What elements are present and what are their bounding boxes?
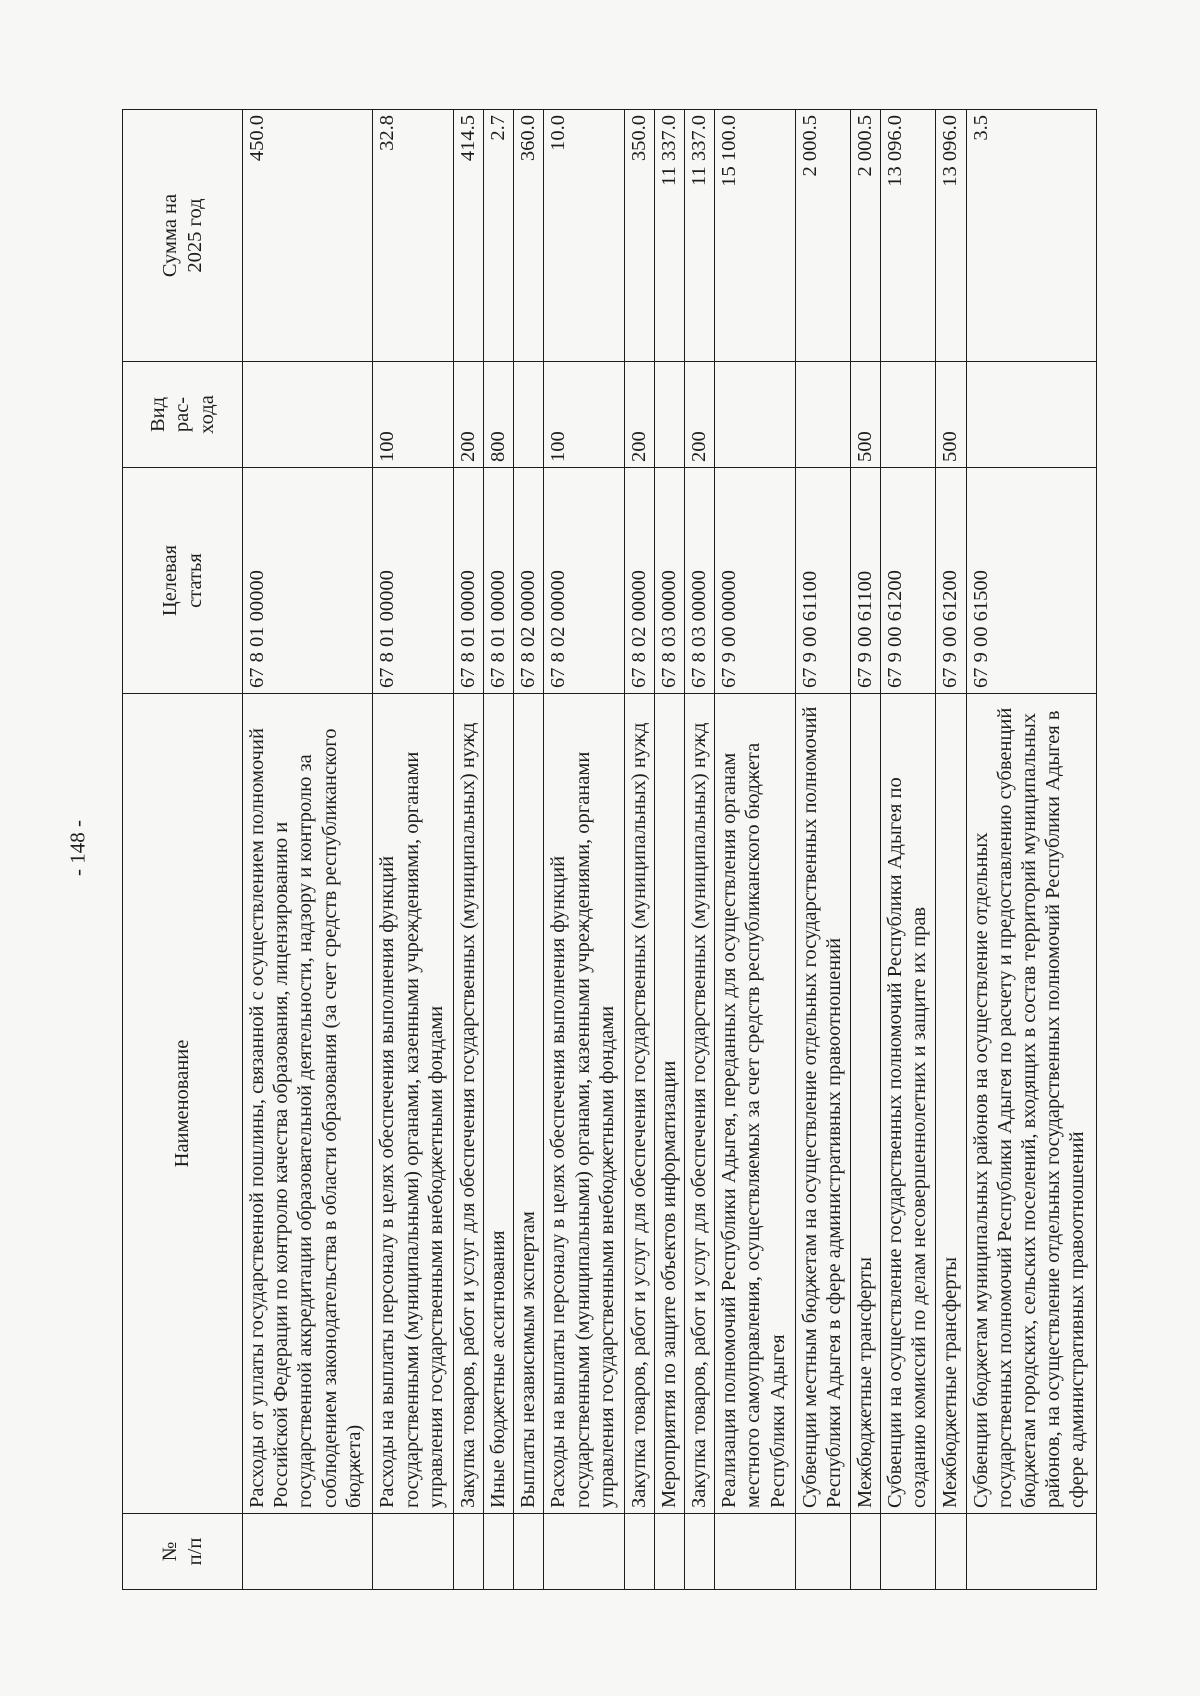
cell-sum: 13 096.0 — [936, 110, 966, 362]
cell-num — [715, 1514, 795, 1590]
cell-name: Закупка товаров, работ и услуг для обеспечения государственных (муниципальных) нужд — [624, 694, 654, 1514]
cell-name: Субвенции на осуществление государственных полномочий Республики Адыгея по созданию комиссий по делам несовершеннолетних и защите их прав — [881, 694, 936, 1514]
cell-code: 67 8 02 00000 — [514, 468, 544, 694]
page-number: - 148 - — [65, 820, 90, 876]
budget-table-frame — [122, 110, 1097, 1590]
cell-name: Расходы на выплаты персоналу в целях обеспечения выполнения функций государственными (муниципальными) органами, казенными учреждениями, органами управления государственными внебюджетными фондами — [544, 694, 624, 1514]
cell-sum: 15 100.0 — [715, 110, 795, 362]
cell-vid: 500 — [850, 362, 880, 468]
cell-sum: 32.8 — [373, 110, 453, 362]
header-vid: Вид рас- хода — [123, 362, 243, 468]
cell-vid — [243, 362, 373, 468]
budget-table — [122, 109, 1097, 1590]
table-header-row — [123, 110, 243, 1590]
cell-sum: 11 337.0 — [654, 110, 684, 362]
table-row — [544, 110, 624, 1590]
cell-vid — [514, 362, 544, 468]
cell-vid — [654, 362, 684, 468]
cell-code: 67 9 00 61100 — [795, 468, 850, 694]
header-code: Целевая статья — [123, 468, 243, 694]
cell-sum: 360.0 — [514, 110, 544, 362]
table-row — [936, 110, 966, 1590]
cell-code: 67 8 03 00000 — [654, 468, 684, 694]
cell-vid: 100 — [544, 362, 624, 468]
cell-name: Межбюджетные трансферты — [850, 694, 880, 1514]
cell-sum: 2.7 — [483, 110, 513, 362]
cell-num — [483, 1514, 513, 1590]
header-sum: Сумма на 2025 год — [123, 110, 243, 362]
cell-code: 67 8 01 00000 — [373, 468, 453, 694]
table-row — [685, 110, 715, 1590]
header-num: № п/п — [123, 1514, 243, 1590]
header-name: Наименование — [123, 694, 243, 1514]
cell-name: Межбюджетные трансферты — [936, 694, 966, 1514]
cell-code: 67 9 00 61200 — [936, 468, 966, 694]
table-row — [881, 110, 936, 1590]
cell-vid: 200 — [453, 362, 483, 468]
cell-code: 67 9 00 61100 — [850, 468, 880, 694]
cell-sum: 450.0 — [243, 110, 373, 362]
cell-name: Реализация полномочий Республики Адыгея, переданных для осуществления органам местного самоуправления, осуществляемых за счет средств республиканского бюджета Республики Адыгея — [715, 694, 795, 1514]
cell-sum: 2 000.5 — [795, 110, 850, 362]
cell-name: Расходы на выплаты персоналу в целях обеспечения выполнения функций государственными (муниципальными) органами, казенными учреждениями, органами управления государственными внебюджетными фондами — [373, 694, 453, 1514]
cell-vid: 800 — [483, 362, 513, 468]
cell-num — [624, 1514, 654, 1590]
cell-sum: 350.0 — [624, 110, 654, 362]
cell-num — [881, 1514, 936, 1590]
cell-sum: 10.0 — [544, 110, 624, 362]
cell-code: 67 8 02 00000 — [544, 468, 624, 694]
cell-vid: 200 — [685, 362, 715, 468]
table-row — [795, 110, 850, 1590]
cell-num — [654, 1514, 684, 1590]
cell-code: 67 9 00 00000 — [715, 468, 795, 694]
cell-name: Расходы от уплаты государственной пошлины, связанной с осуществлением полномочий Российской Федерации по контролю качества образования, лицензированию и государственной аккредитации образовательной деятельности, надзору и контролю за соблюдением законодательства в области образования (за счет средств республиканского бюджета) — [243, 694, 373, 1514]
table-row — [483, 110, 513, 1590]
table-row — [514, 110, 544, 1590]
table-row — [453, 110, 483, 1590]
cell-code: 67 8 01 00000 — [243, 468, 373, 694]
cell-num — [795, 1514, 850, 1590]
cell-num — [373, 1514, 453, 1590]
cell-name: Иные бюджетные ассигнования — [483, 694, 513, 1514]
table-row — [373, 110, 453, 1590]
table-row — [966, 110, 1096, 1590]
cell-name: Выплаты независимым экспертам — [514, 694, 544, 1514]
cell-vid: 200 — [624, 362, 654, 468]
cell-name: Закупка товаров, работ и услуг для обеспечения государственных (муниципальных) нужд — [453, 694, 483, 1514]
cell-code: 67 9 00 61200 — [881, 468, 936, 694]
cell-sum: 2 000.5 — [850, 110, 880, 362]
cell-code: 67 8 01 00000 — [483, 468, 513, 694]
cell-num — [514, 1514, 544, 1590]
cell-vid — [966, 362, 1096, 468]
cell-name: Субвенции местным бюджетам на осуществление отдельных государственных полномочий Республики Адыгея в сфере административных правоотношений — [795, 694, 850, 1514]
cell-num — [544, 1514, 624, 1590]
cell-sum: 414.5 — [453, 110, 483, 362]
cell-code: 67 8 02 00000 — [624, 468, 654, 694]
table-row — [715, 110, 795, 1590]
cell-num — [453, 1514, 483, 1590]
cell-sum: 11 337.0 — [685, 110, 715, 362]
cell-name: Субвенции бюджетам муниципальных районов на осуществление отдельных государственных полномочий Республики Адыгея по расчету и предоставлению субвенций бюджетам городских, сельских поселений, входящих в состав территорий муниципальных районов, на осуществление отдельных государственных полномочий Республики Адыгея в сфере административных правоотношений — [966, 694, 1096, 1514]
cell-sum: 13 096.0 — [881, 110, 936, 362]
cell-name: Мероприятия по защите объектов информатизации — [654, 694, 684, 1514]
cell-num — [966, 1514, 1096, 1590]
cell-vid — [881, 362, 936, 468]
table-row — [654, 110, 684, 1590]
cell-vid — [715, 362, 795, 468]
cell-code: 67 8 03 00000 — [685, 468, 715, 694]
table-row — [243, 110, 373, 1590]
cell-vid: 100 — [373, 362, 453, 468]
cell-num — [685, 1514, 715, 1590]
table-row — [624, 110, 654, 1590]
cell-vid — [795, 362, 850, 468]
table-row — [850, 110, 880, 1590]
cell-num — [936, 1514, 966, 1590]
cell-vid: 500 — [936, 362, 966, 468]
cell-name: Закупка товаров, работ и услуг для обеспечения государственных (муниципальных) нужд — [685, 694, 715, 1514]
cell-num — [850, 1514, 880, 1590]
cell-code: 67 8 01 00000 — [453, 468, 483, 694]
cell-num — [243, 1514, 373, 1590]
cell-code: 67 9 00 61500 — [966, 468, 1096, 694]
cell-sum: 3.5 — [966, 110, 1096, 362]
